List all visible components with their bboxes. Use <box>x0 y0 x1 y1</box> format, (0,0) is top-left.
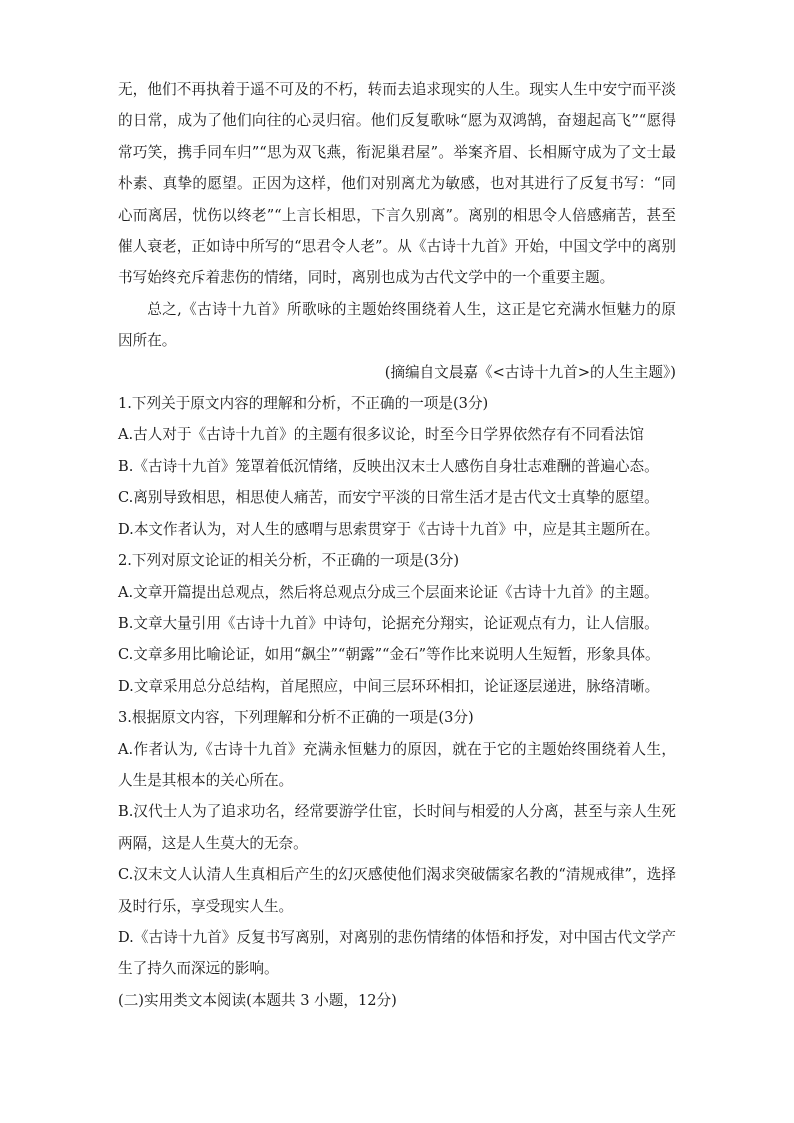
option-a: A.古人对于《古诗十九首》的主题有很多议论，时至今日学界依然存有不同看法馆 <box>118 426 644 444</box>
question-1 <box>118 388 676 545</box>
option-c: C.离别导致相思，相思使人痛苦，而安宁平淡的日常生活才是古代文士真挚的愿望。 <box>118 489 659 507</box>
paragraph-continuation: 无，他们不再执着于遥不可及的不朽，转而去追求现实的人生。现实人生中安宁而平淡的日常，成为了他们向往的心灵归宿。他们反复歌咏“愿为双鸿鹄，奋翅起高飞”“愿得常巧笑，携手同车归”“思为双飞燕，衔泥巢君屋”。举案齐眉、长相厮守成为了文士最朴素、真挚的愿望。正因为这样，他们对别离尤为敏感，也对其进行了反复书写：“同心而离居，忧伤以终老”“上言长相思，下言久别离”。离别的相思令人倍感痛苦，甚至催人衰老，正如诗中所写的“思君令人老”。从《古诗十九首》开始，中国文学中的离别书写始终充斥着悲伤的情绪，同时，离别也成为古代文学中的一个重要主题。 <box>118 81 676 287</box>
paragraph-conclusion: 总之,《古诗十九首》所歌咏的主题始终围绕着人生，这正是它充满水恒魅力的原因所在。 <box>118 300 676 350</box>
question-stem: 2.下列对原文论证的相关分析，不正确的一项是(3分) <box>118 552 460 570</box>
option-b: B.《古诗十九首》笼罩着低沉情绪，反映出汉末士人感伤自身壮志难酬的普遍心态。 <box>118 457 659 475</box>
option-c: C.汉末文人认清人生真相后产生的幻灭感使他们渴求突破儒家名教的“清规戒律”，选择及时行乐，享受现实人生。 <box>118 866 676 915</box>
question-3 <box>118 702 676 985</box>
question-2 <box>118 545 676 702</box>
option-d: D.《古诗十九首》反复书写离别，对离别的悲伤情绪的体悟和抒发，对中国古代文学产生了持久而深远的影响。 <box>118 928 676 978</box>
option-c: C.文章多用比喻论证，如用“飙尘”“朝露”“金石”等作比来说明人生短暂，形象具体。 <box>118 646 660 664</box>
option-d: D.文章采用总分总结构，首尾照应，中间三层环环相扣，论证逐层递进，脉络清晰。 <box>118 677 660 695</box>
source-citation: (摘编自文晨嘉《<古诗十九首>的人生主题》) <box>384 363 676 381</box>
option-a: A.文章开篇提出总观点，然后将总观点分成三个层面来论证《古诗十九首》的主题。 <box>118 583 659 601</box>
question-stem: 3.根据原文内容，下列理解和分析不正确的一项是(3分) <box>118 709 474 727</box>
option-b: B.文章大量引用《古诗十九首》中诗句，论据充分翔实，论证观点有力，让人信服。 <box>118 614 659 632</box>
option-a: A.作者认为,《古诗十九首》充满永恒魅力的原因，就在于它的主题始终围绕着人生，人生是其根本的关心所在。 <box>118 740 676 789</box>
option-d: D.本文作者认为，对人生的感喟与思索贯穿于《古诗十九首》中，应是其主题所在。 <box>118 520 660 538</box>
section-heading: (二)实用类文本阅读(本题共 3 小题，12分) <box>118 991 397 1009</box>
question-stem: 1.下列关于原文内容的理解和分析，不正确的一项是(3分) <box>118 395 489 413</box>
option-b: B.汉代士人为了追求功名，经常要游学仕宦，长时间与相爱的人分离，甚至与亲人生死两隔，这是人生莫大的无奈。 <box>118 803 676 852</box>
document-page <box>118 74 676 1016</box>
